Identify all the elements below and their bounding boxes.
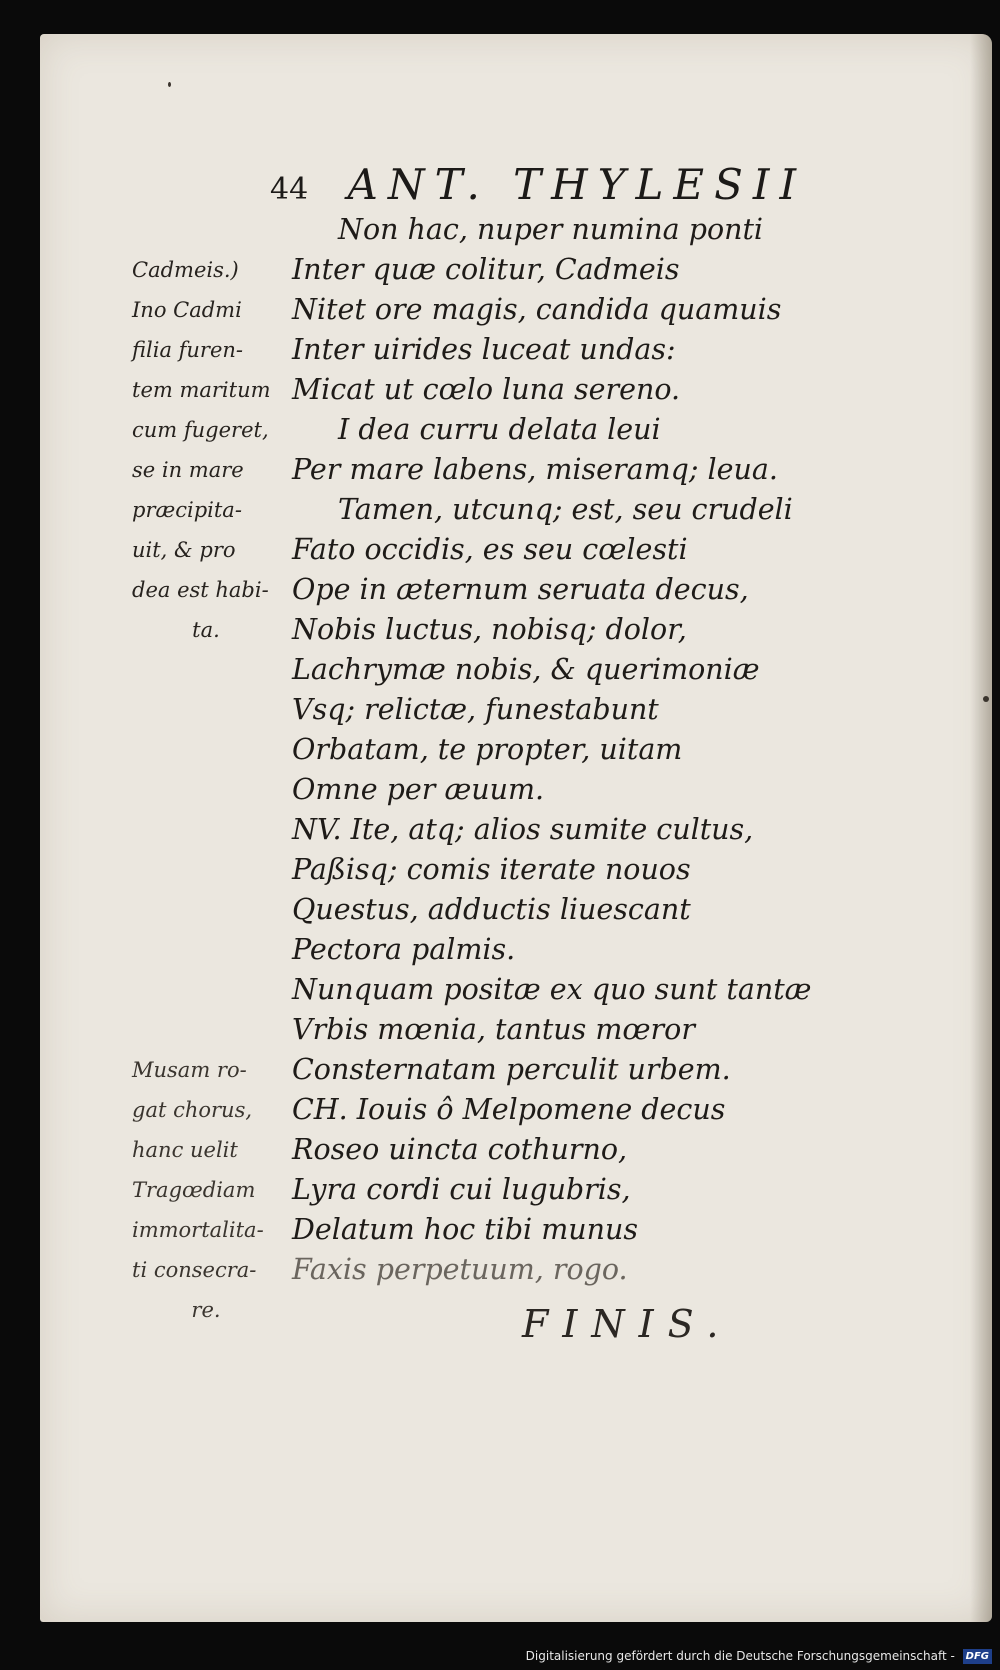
margin-note-ino [132,250,280,650]
margin-note-line: Musam ro- [132,1058,247,1082]
verse-line: Tamen, utcunq; est, seu crudeli [338,493,793,526]
margin-note-line: tem maritum [132,378,271,402]
margin-note-line: præcipita- [132,498,242,522]
verse-line: Non hac, nuper numina ponti [338,213,764,246]
verse-line: Consternatam perculit urbem. [292,1053,731,1086]
verse-line: Faxis perpetuum, rogo. [292,1253,628,1286]
margin-note-line: immortalita- [132,1218,264,1242]
credit-text: Digitalisierung gefördert durch die Deutsche Forschungsgemeinschaft - [525,1649,955,1663]
verse-line: Pectora palmis. [292,933,516,966]
verse-text [292,210,852,1290]
dfg-logo: DFG [963,1649,992,1664]
verse-line: Nitet ore magis, candida quamuis [292,293,782,326]
verse-line: Per mare labens, miseramq; leua. [292,453,778,486]
margin-note-line: cum fugeret, [132,418,269,442]
verse-line: Inter uirides luceat undas: [292,333,676,366]
verse-line: Lachrymæ nobis, & querimoniæ [292,653,760,686]
verse-line: I dea curru delata leui [338,413,661,446]
verse-line: NV. Ite, atq; alios sumite cultus, [292,813,754,846]
verse-line: Micat ut cœlo luna sereno. [292,373,681,406]
verse-line: Nunquam positæ ex quo sunt tantæ [292,973,812,1006]
verse-line: Delatum hoc tibi munus [292,1213,638,1246]
ink-speck [168,82,171,87]
page-edge-shadow [970,34,992,1622]
margin-note-line: Tragœdiam [132,1178,256,1202]
verse-line: Roseo uincta cothurno, [292,1133,628,1166]
verse-line: Ope in æternum seruata decus, [292,573,749,606]
running-head [270,160,806,209]
margin-note-line: ti consecra- [132,1258,257,1282]
verse-line: Questus, adductis liuescant [292,893,691,926]
verse-line: Lyra cordi cui lugubris, [292,1173,631,1206]
ink-speck [983,696,989,702]
margin-note-musam [132,1050,280,1330]
margin-note-line: uit, & pro [132,538,236,562]
page-number: 44 [270,172,309,207]
running-title: ANT. THYLESII [347,160,807,209]
verse-line: Vrbis mœnia, tantus mœror [292,1013,695,1046]
margin-note-line: filia furen- [132,338,244,362]
margin-note-line: ta. [192,618,220,642]
margin-note-line: hanc uelit [132,1138,238,1162]
margin-note-line: gat chorus, [132,1098,253,1122]
verse-line: Orbatam, te propter, uitam [292,733,683,766]
verse-line: Fato occidis, es seu cœlesti [292,533,688,566]
margin-note-line: se in mare [132,458,244,482]
verse-line: Vsq; relictæ, funestabunt [292,693,659,726]
margin-note-line: Ino Cadmi [132,298,242,322]
margin-note-line: Cadmeis.) [132,258,239,282]
verse-line: Paßisq; comis iterate nouos [292,853,691,886]
verse-line: Omne per æuum. [292,773,545,806]
margin-note-line: re. [191,1298,221,1322]
margin-note-line: dea est habi- [132,578,269,602]
finis-mark: FINIS. [522,1302,733,1346]
verse-line: CH. Iouis ô Melpomene decus [292,1093,726,1126]
verse-line: Nobis luctus, nobisq; dolor, [292,613,687,646]
digitization-credit [526,1646,992,1666]
verse-line: Inter quæ colitur, Cadmeis [292,253,680,286]
